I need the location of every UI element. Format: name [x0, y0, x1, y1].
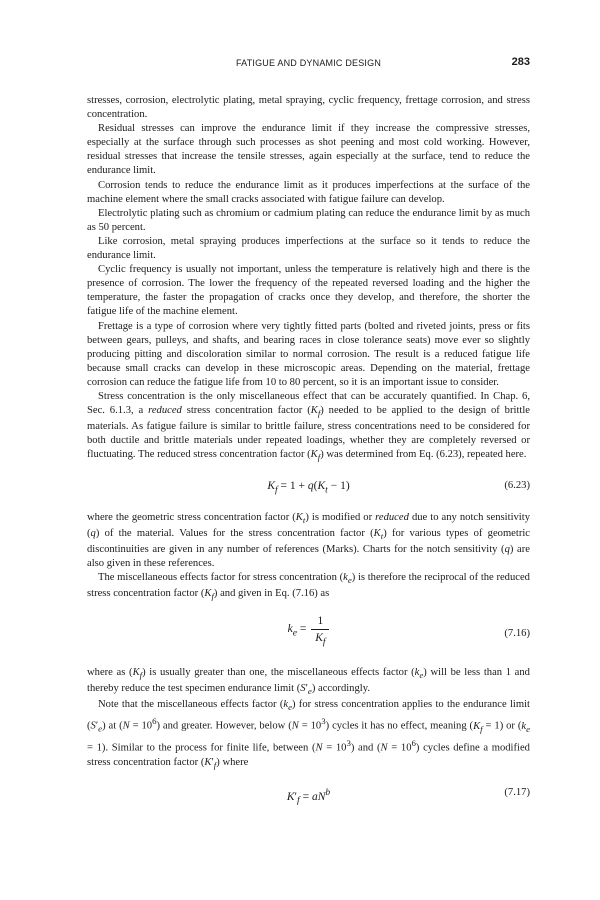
body-text — [87, 94, 530, 804]
page-number: 283 — [511, 56, 530, 68]
equation-6-23 — [87, 477, 530, 497]
paragraph: Note that the miscellaneous effects factor $(k_e)$ for stress concentration applies to the endurance limit $(S'_e)$ at $(N = 10^6)$ and greater. However, below $(N = 10^3)$ cycles it has no effect, meaning $(K_f = 1)$ or $(k_e = 1)$. Similar to the process for finite life, between $(N = 10^3)$ and $(N = 10^6)$ cycles define a modified stress concentration factor $(K'_f)$ where — [87, 699, 531, 770]
equation-7-16 — [87, 614, 530, 656]
running-title: FATIGUE AND DYNAMIC DESIGN — [235, 58, 382, 68]
paragraph: stresses, corrosion, electrolytic plating, metal spraying, cyclic frequency, frettage corrosion, and stress concentration. — [87, 95, 530, 121]
paragraph: where the geometric stress concentration factor $(K_t)$ is modified or reduced due to any notch sensitivity (q) of the material. Values for the stress concentration factor $(K_t)$ for various types of geometric discontinuities are given in any number of references (Marks). Charts for the notch sensitivity (q) are also given in these references. — [87, 511, 531, 570]
equation-body: $k_e$ = $\frac{1}{K_f}$ — [87, 614, 530, 649]
paragraph: The miscellaneous effects factor for stress concentration $(k_e)$ is therefore the reciprocal of the reduced stress concentration factor $(K_f)$ and given in Eq. (7.16) as — [87, 572, 530, 602]
equation-body: $K'_f = aN^b$ — [286, 786, 331, 806]
paragraph: Like corrosion, metal spraying produces imperfections at the surface so it tends to reduce the endurance limit. — [87, 235, 530, 262]
fraction-numerator: 1 — [317, 614, 324, 627]
equation-number: (7.17) — [504, 786, 530, 798]
paragraph: Cyclic frequency is usually not important, unless the temperature is relatively high and there is the presence of corrosion. The lower the frequency of the repeated reversed loading and the higher the temperature, the faster the propagation of cracks once they develop, and therefore, the shorter the fatigue life of the machine element. — [87, 264, 530, 318]
paragraph: Corrosion tends to reduce the endurance limit as it produces imperfections at the surface of the machine element where the small cracks associated with fatigue failure can develop. — [87, 179, 530, 205]
paragraph: Frettage is a type of corrosion where very tightly fitted parts (bolted and riveted joints, press or fits between gears, pulleys, and shafts, and bearing races in close tolerance seats) move ever so slightly producing pitting and discoloration similar to normal corrosion. The result is a reduced fatigue life because small cracks can develop in these microscopic areas. Depending on the material, frettage corrosion can reduce the fatigue life from 10 to 80 percent, so it is an important issue to consider. — [87, 320, 530, 388]
equation-body: $K_f = 1 + q(K_t - 1)$ — [267, 479, 350, 495]
paragraph: where as $(K_f)$ is usually greater than one, the miscellaneous effects factor $(k_e)$ will be less than 1 and thereby reduce the test specimen endurance limit $(S'_e)$ accordingly. — [87, 666, 530, 696]
equation-7-17 — [87, 784, 530, 804]
paragraph: Electrolytic plating such as chromium or cadmium plating can reduce the endurance limit by as much as 50 percent. — [87, 207, 530, 233]
book-page — [87, 56, 530, 818]
equation-number: (7.16) — [504, 627, 530, 639]
equation-number: (6.23) — [504, 479, 530, 491]
paragraph: Stress concentration is the only miscellaneous effect that can be accurately quantified. In Chap. 6, Sec. 6.1.3, a reduced stress concentration factor $(K_f)$ needed to be applied to the design of brittle materials. As fatigue failure is similar to brittle failure, stress concentrations need to be considered for both ductile and brittle materials under repeated loadings, whether they are completely reversed or fluctuating. The reduced stress concentration factor $(K_f)$ was determined from Eq. (6.23), repeated here. — [87, 390, 530, 463]
paragraph: Residual stresses can improve the endurance limit if they increase the compressive stresses, especially at the surface through such processes as shot peening and most cold working. However, residual stresses that increase the tensile stresses, again especially at the surface, tend to reduce the endurance limit. — [87, 123, 530, 177]
running-head — [87, 56, 530, 74]
